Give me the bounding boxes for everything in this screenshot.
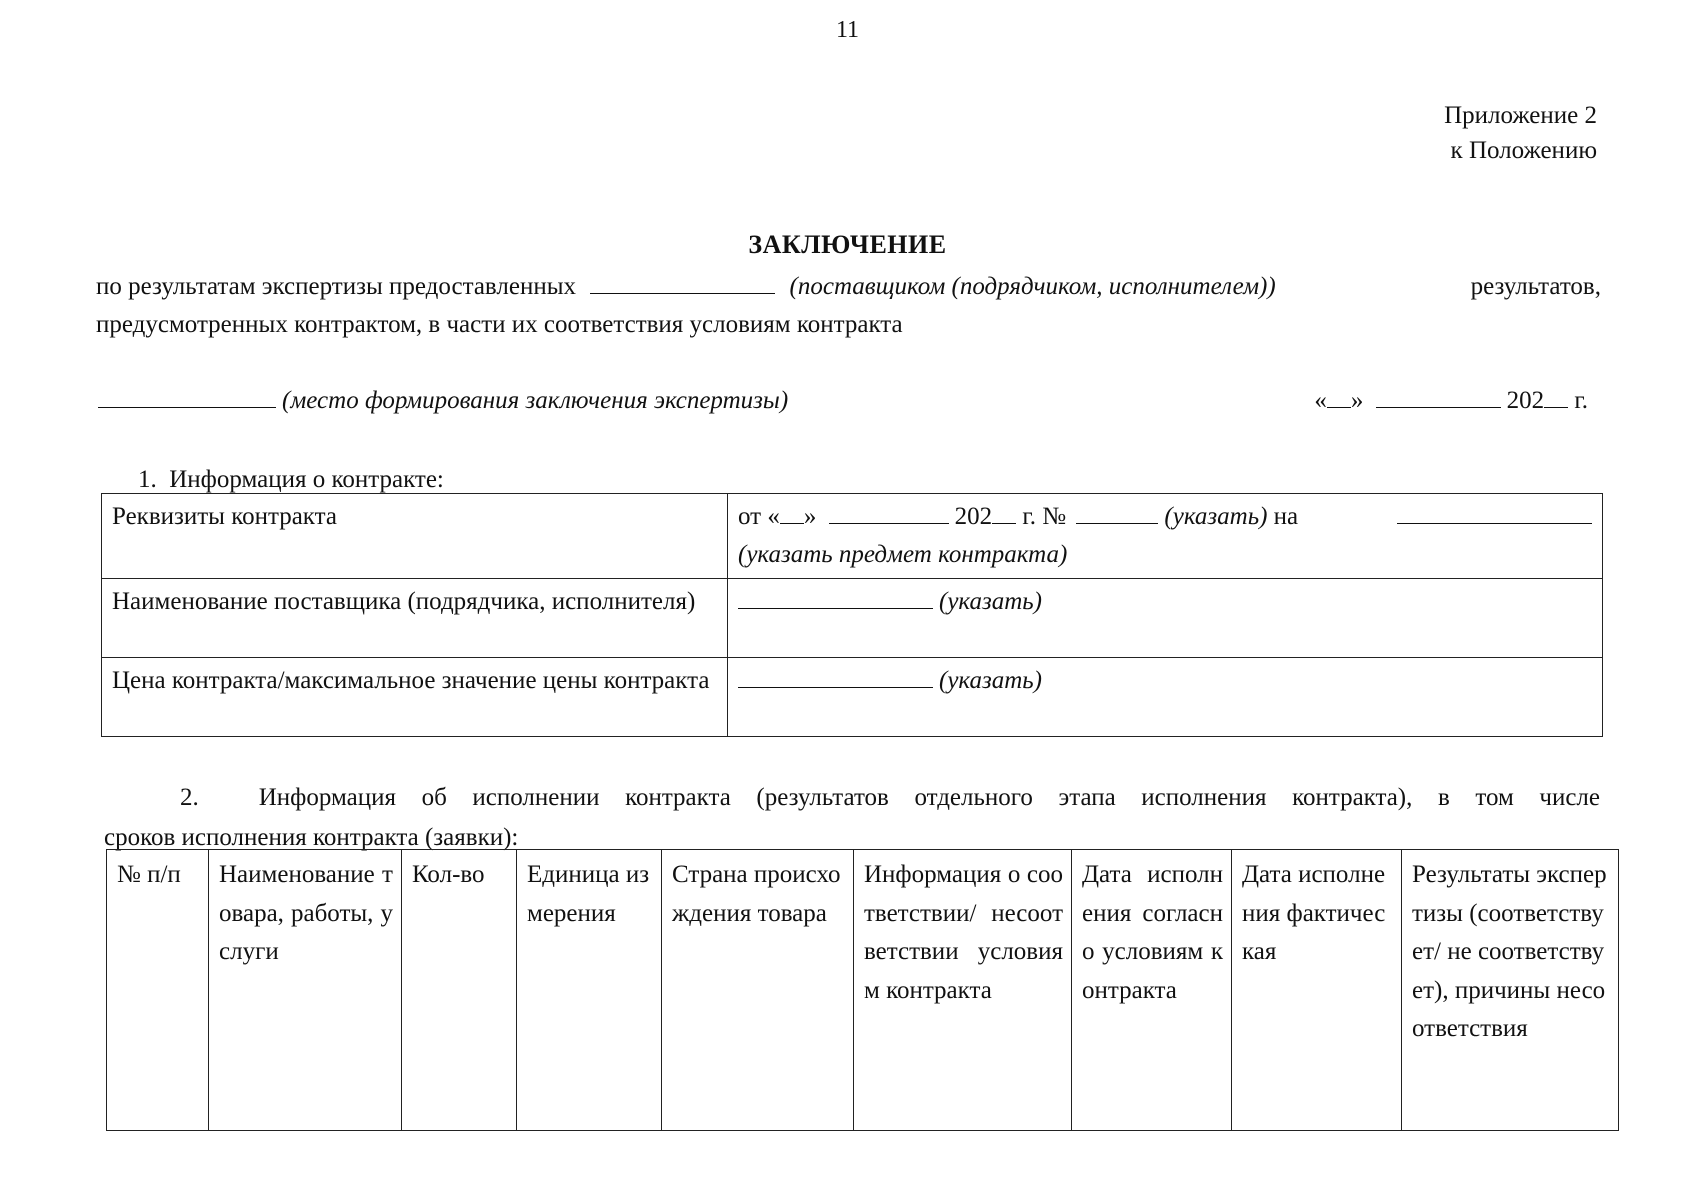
table-row	[102, 658, 1603, 737]
day-blank	[780, 498, 804, 524]
section-1-number: 1.	[138, 466, 157, 493]
day-blank	[1327, 382, 1351, 408]
contract-details-label: Реквизиты контракта	[102, 494, 728, 579]
month-blank	[1376, 382, 1501, 408]
number-label: г. №	[1022, 503, 1067, 530]
subtitle-part-1: по результатам экспертизы предоставленных	[96, 273, 577, 300]
year-blank	[992, 498, 1016, 524]
date-open-quote: «	[1314, 387, 1327, 414]
column-header: Дата исполнения фактическая	[1232, 850, 1402, 1131]
column-header: Единица измерения	[517, 850, 662, 1131]
table-row	[102, 494, 1603, 579]
year-prefix: 202	[954, 503, 993, 530]
from-close-quote: »	[803, 503, 817, 530]
column-header: Результаты экспертизы (соответствует/ не соответствует), причины несоответствия	[1402, 850, 1619, 1131]
subtitle-line-2: предусмотренных контрактом, в части их соответствия условиям контракта	[96, 311, 903, 338]
section-2-title-line-1: Информация об исполнении контракта (результатов отдельного этапа исполнения контракта), в том числе	[258, 784, 1600, 811]
number-blank	[1076, 498, 1158, 524]
section-2-heading	[104, 778, 1600, 858]
specify-hint: (указать)	[939, 667, 1043, 694]
column-header: Дата исполнения согласно условиям контракта	[1072, 850, 1232, 1131]
supplier-blank	[738, 583, 933, 609]
section-1-heading	[138, 466, 444, 494]
table-header-row	[107, 850, 1619, 1131]
specify-hint: (указать)	[1164, 503, 1268, 530]
appendix-line-2: к Положению	[1450, 137, 1597, 164]
date-field	[1314, 382, 1588, 415]
subtitle-italic: (поставщиком (подрядчиком, исполнителем))	[789, 273, 1276, 300]
appendix-reference	[1444, 98, 1597, 168]
subtitle-part-2: результатов,	[1470, 273, 1601, 300]
year-prefix: 202	[1506, 387, 1545, 414]
section-2-number: 2.	[180, 784, 199, 811]
place-hint: (место формирования заключения экспертизы)	[282, 387, 789, 414]
supplier-name-label: Наименование поставщика (подрядчика, исполнителя)	[102, 579, 728, 658]
place-blank	[98, 382, 276, 408]
contract-price-value	[728, 658, 1603, 737]
subject-blank	[1397, 498, 1592, 524]
supplier-name-value	[728, 579, 1603, 658]
date-close-quote: »	[1350, 387, 1364, 414]
execution-info-table	[106, 849, 1619, 1131]
document-subtitle	[96, 268, 1601, 344]
column-header: Страна происхождения товара	[662, 850, 854, 1131]
section-2-title-line-2: сроков исполнения контракта (заявки):	[104, 824, 519, 851]
specify-hint: (указать)	[939, 588, 1043, 615]
place-date-row	[98, 382, 1588, 415]
section-1-title: Информация о контракте:	[169, 466, 444, 493]
contract-info-table	[101, 493, 1603, 737]
month-blank	[829, 498, 949, 524]
year-blank	[1544, 382, 1568, 408]
contract-details-value	[728, 494, 1603, 579]
on-label: на	[1273, 503, 1299, 530]
appendix-line-1: Приложение 2	[1444, 102, 1597, 129]
blank-field	[590, 268, 775, 294]
column-header: Наименование товара, работы, услуги	[209, 850, 402, 1131]
column-header: Информация о соответствии/ несоответствии условиям контракта	[854, 850, 1072, 1131]
contract-price-label: Цена контракта/максимальное значение цены контракта	[102, 658, 728, 737]
column-header: Кол-во	[402, 850, 517, 1131]
subject-hint: (указать предмет контракта)	[738, 541, 1068, 568]
column-header: № п/п	[107, 850, 209, 1131]
document-title: ЗАКЛЮЧЕНИЕ	[748, 230, 947, 259]
year-suffix: г.	[1574, 387, 1588, 414]
page-number: 11	[835, 17, 860, 43]
table-row	[102, 579, 1603, 658]
price-blank	[738, 662, 933, 688]
from-label: от «	[738, 503, 780, 530]
